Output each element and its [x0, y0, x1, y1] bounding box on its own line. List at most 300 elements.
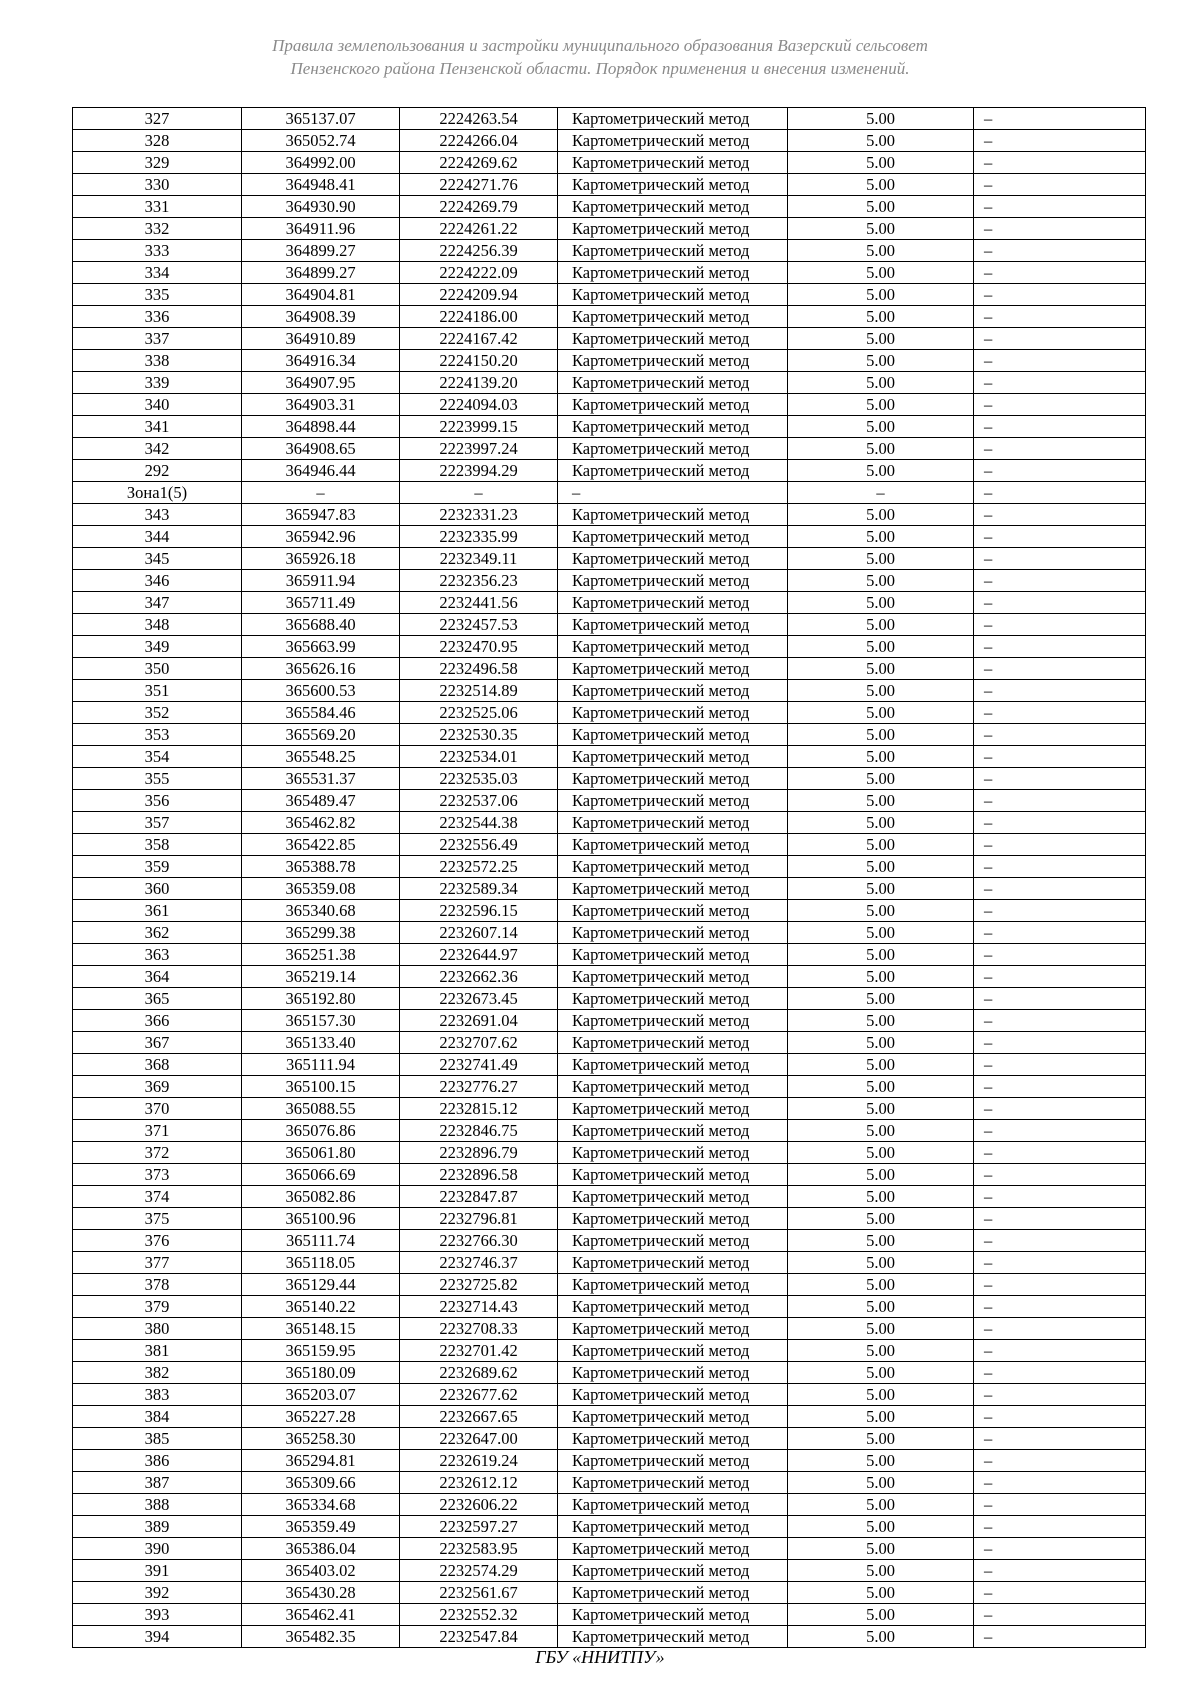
- point-number-cell: 389: [73, 1516, 242, 1538]
- y-coordinate-cell: 2232796.81: [400, 1208, 558, 1230]
- point-number-cell: 371: [73, 1120, 242, 1142]
- method-cell: Картометрический метод: [558, 1582, 788, 1604]
- method-cell: Картометрический метод: [558, 350, 788, 372]
- x-coordinate-cell: 364948.41: [242, 174, 400, 196]
- y-coordinate-cell: 2232547.84: [400, 1626, 558, 1648]
- x-coordinate-cell: 365111.94: [242, 1054, 400, 1076]
- point-number-cell: 341: [73, 416, 242, 438]
- method-cell: Картометрический метод: [558, 438, 788, 460]
- y-coordinate-cell: 2224261.22: [400, 218, 558, 240]
- table-row: [73, 218, 1146, 240]
- method-cell: Картометрический метод: [558, 130, 788, 152]
- accuracy-cell: 5.00: [788, 328, 974, 350]
- point-number-cell: 349: [73, 636, 242, 658]
- note-cell: –: [974, 284, 1146, 306]
- table-row: [73, 1406, 1146, 1428]
- note-cell: –: [974, 416, 1146, 438]
- method-cell: Картометрический метод: [558, 1450, 788, 1472]
- x-coordinate-cell: 365140.22: [242, 1296, 400, 1318]
- accuracy-cell: 5.00: [788, 372, 974, 394]
- accuracy-cell: 5.00: [788, 944, 974, 966]
- y-coordinate-cell: 2232766.30: [400, 1230, 558, 1252]
- accuracy-cell: 5.00: [788, 1010, 974, 1032]
- accuracy-cell: 5.00: [788, 900, 974, 922]
- x-coordinate-cell: 365422.85: [242, 834, 400, 856]
- method-cell: Картометрический метод: [558, 592, 788, 614]
- y-coordinate-cell: 2232896.79: [400, 1142, 558, 1164]
- method-cell: Картометрический метод: [558, 1406, 788, 1428]
- table-row: [73, 1516, 1146, 1538]
- accuracy-cell: 5.00: [788, 592, 974, 614]
- point-number-cell: 357: [73, 812, 242, 834]
- x-coordinate-cell: 365626.16: [242, 658, 400, 680]
- y-coordinate-cell: 2232725.82: [400, 1274, 558, 1296]
- accuracy-cell: 5.00: [788, 1582, 974, 1604]
- x-coordinate-cell: 365299.38: [242, 922, 400, 944]
- x-coordinate-cell: 364930.90: [242, 196, 400, 218]
- table-row: [73, 284, 1146, 306]
- accuracy-cell: 5.00: [788, 768, 974, 790]
- y-coordinate-cell: 2232544.38: [400, 812, 558, 834]
- table-row: [73, 922, 1146, 944]
- method-cell: Картометрический метод: [558, 416, 788, 438]
- y-coordinate-cell: 2232556.49: [400, 834, 558, 856]
- table-row: [73, 702, 1146, 724]
- table-row: [73, 1472, 1146, 1494]
- accuracy-cell: 5.00: [788, 1362, 974, 1384]
- note-cell: –: [974, 526, 1146, 548]
- table-row: [73, 350, 1146, 372]
- table-row: [73, 746, 1146, 768]
- x-coordinate-cell: 365082.86: [242, 1186, 400, 1208]
- table-row: [73, 724, 1146, 746]
- table-row: [73, 1384, 1146, 1406]
- x-coordinate-cell: 364904.81: [242, 284, 400, 306]
- note-cell: –: [974, 658, 1146, 680]
- accuracy-cell: 5.00: [788, 350, 974, 372]
- point-number-cell: 376: [73, 1230, 242, 1252]
- table-row: [73, 1098, 1146, 1120]
- note-cell: –: [974, 240, 1146, 262]
- method-cell: Картометрический метод: [558, 1516, 788, 1538]
- y-coordinate-cell: 2232714.43: [400, 1296, 558, 1318]
- y-coordinate-cell: 2232607.14: [400, 922, 558, 944]
- table-row: [73, 416, 1146, 438]
- table-row: [73, 1010, 1146, 1032]
- x-coordinate-cell: 365911.94: [242, 570, 400, 592]
- accuracy-cell: 5.00: [788, 966, 974, 988]
- accuracy-cell: 5.00: [788, 746, 974, 768]
- table-row: [73, 482, 1146, 504]
- table-row: [73, 878, 1146, 900]
- method-cell: –: [558, 482, 788, 504]
- x-coordinate-cell: 365258.30: [242, 1428, 400, 1450]
- point-number-cell: 347: [73, 592, 242, 614]
- method-cell: Картометрический метод: [558, 1098, 788, 1120]
- x-coordinate-cell: 364916.34: [242, 350, 400, 372]
- table-row: [73, 1494, 1146, 1516]
- table-row: [73, 592, 1146, 614]
- point-number-cell: 363: [73, 944, 242, 966]
- note-cell: –: [974, 1032, 1146, 1054]
- note-cell: –: [974, 1208, 1146, 1230]
- table-row: [73, 1274, 1146, 1296]
- accuracy-cell: 5.00: [788, 878, 974, 900]
- x-coordinate-cell: 364911.96: [242, 218, 400, 240]
- point-number-cell: 331: [73, 196, 242, 218]
- note-cell: –: [974, 790, 1146, 812]
- note-cell: –: [974, 768, 1146, 790]
- method-cell: Картометрический метод: [558, 768, 788, 790]
- accuracy-cell: 5.00: [788, 834, 974, 856]
- table-row: [73, 1120, 1146, 1142]
- x-coordinate-cell: –: [242, 482, 400, 504]
- x-coordinate-cell: 365403.02: [242, 1560, 400, 1582]
- point-number-cell: 367: [73, 1032, 242, 1054]
- method-cell: Картометрический метод: [558, 900, 788, 922]
- y-coordinate-cell: 2232457.53: [400, 614, 558, 636]
- x-coordinate-cell: 365294.81: [242, 1450, 400, 1472]
- y-coordinate-cell: 2232583.95: [400, 1538, 558, 1560]
- table-row: [73, 636, 1146, 658]
- x-coordinate-cell: 365180.09: [242, 1362, 400, 1384]
- point-number-cell: 391: [73, 1560, 242, 1582]
- table-row: [73, 1450, 1146, 1472]
- method-cell: Картометрический метод: [558, 614, 788, 636]
- table-row: [73, 240, 1146, 262]
- point-number-cell: 344: [73, 526, 242, 548]
- method-cell: Картометрический метод: [558, 988, 788, 1010]
- y-coordinate-cell: 2232673.45: [400, 988, 558, 1010]
- point-number-cell: 359: [73, 856, 242, 878]
- y-coordinate-cell: 2223994.29: [400, 460, 558, 482]
- x-coordinate-cell: 365052.74: [242, 130, 400, 152]
- x-coordinate-cell: 365489.47: [242, 790, 400, 812]
- note-cell: –: [974, 966, 1146, 988]
- method-cell: Картометрический метод: [558, 746, 788, 768]
- y-coordinate-cell: 2232441.56: [400, 592, 558, 614]
- x-coordinate-cell: 365100.15: [242, 1076, 400, 1098]
- accuracy-cell: 5.00: [788, 504, 974, 526]
- y-coordinate-cell: 2232707.62: [400, 1032, 558, 1054]
- table-row: [73, 834, 1146, 856]
- accuracy-cell: 5.00: [788, 1098, 974, 1120]
- point-number-cell: 384: [73, 1406, 242, 1428]
- method-cell: Картометрический метод: [558, 1120, 788, 1142]
- y-coordinate-cell: 2232741.49: [400, 1054, 558, 1076]
- point-number-cell: 328: [73, 130, 242, 152]
- accuracy-cell: 5.00: [788, 1472, 974, 1494]
- note-cell: –: [974, 218, 1146, 240]
- method-cell: Картометрический метод: [558, 284, 788, 306]
- y-coordinate-cell: 2232561.67: [400, 1582, 558, 1604]
- accuracy-cell: 5.00: [788, 1450, 974, 1472]
- accuracy-cell: 5.00: [788, 152, 974, 174]
- note-cell: –: [974, 262, 1146, 284]
- point-number-cell: 332: [73, 218, 242, 240]
- table-row: [73, 1032, 1146, 1054]
- y-coordinate-cell: 2232677.62: [400, 1384, 558, 1406]
- note-cell: –: [974, 1186, 1146, 1208]
- note-cell: –: [974, 570, 1146, 592]
- note-cell: –: [974, 1472, 1146, 1494]
- method-cell: Картометрический метод: [558, 1560, 788, 1582]
- table-row: [73, 504, 1146, 526]
- note-cell: –: [974, 1164, 1146, 1186]
- method-cell: Картометрический метод: [558, 1494, 788, 1516]
- method-cell: Картометрический метод: [558, 108, 788, 130]
- point-number-cell: 364: [73, 966, 242, 988]
- accuracy-cell: 5.00: [788, 1252, 974, 1274]
- x-coordinate-cell: 365309.66: [242, 1472, 400, 1494]
- point-number-cell: 342: [73, 438, 242, 460]
- x-coordinate-cell: 365192.80: [242, 988, 400, 1010]
- note-cell: –: [974, 900, 1146, 922]
- note-cell: –: [974, 438, 1146, 460]
- note-cell: –: [974, 856, 1146, 878]
- note-cell: –: [974, 306, 1146, 328]
- method-cell: Картометрический метод: [558, 1384, 788, 1406]
- table-row: [73, 856, 1146, 878]
- method-cell: Картометрический метод: [558, 570, 788, 592]
- y-coordinate-cell: 2232776.27: [400, 1076, 558, 1098]
- table-row: [73, 1054, 1146, 1076]
- y-coordinate-cell: 2232691.04: [400, 1010, 558, 1032]
- accuracy-cell: 5.00: [788, 306, 974, 328]
- note-cell: –: [974, 1252, 1146, 1274]
- y-coordinate-cell: 2232534.01: [400, 746, 558, 768]
- x-coordinate-cell: 364946.44: [242, 460, 400, 482]
- y-coordinate-cell: 2232470.95: [400, 636, 558, 658]
- point-number-cell: 338: [73, 350, 242, 372]
- y-coordinate-cell: 2232701.42: [400, 1340, 558, 1362]
- method-cell: Картометрический метод: [558, 548, 788, 570]
- header-line-1: Правила землепользования и застройки муниципального образования Вазерский сельсовет: [272, 36, 928, 55]
- table-row: [73, 680, 1146, 702]
- x-coordinate-cell: 365251.38: [242, 944, 400, 966]
- note-cell: –: [974, 834, 1146, 856]
- accuracy-cell: 5.00: [788, 1120, 974, 1142]
- y-coordinate-cell: 2232331.23: [400, 504, 558, 526]
- y-coordinate-cell: 2224269.79: [400, 196, 558, 218]
- point-number-cell: 381: [73, 1340, 242, 1362]
- table-row: [73, 1582, 1146, 1604]
- note-cell: –: [974, 922, 1146, 944]
- point-number-cell: 373: [73, 1164, 242, 1186]
- table-row: [73, 1340, 1146, 1362]
- method-cell: Картометрический метод: [558, 1274, 788, 1296]
- y-coordinate-cell: 2232619.24: [400, 1450, 558, 1472]
- page-header: [70, 34, 1130, 80]
- method-cell: Картометрический метод: [558, 922, 788, 944]
- note-cell: –: [974, 1450, 1146, 1472]
- accuracy-cell: 5.00: [788, 460, 974, 482]
- note-cell: –: [974, 174, 1146, 196]
- table-row: [73, 1362, 1146, 1384]
- point-number-cell: 351: [73, 680, 242, 702]
- accuracy-cell: 5.00: [788, 438, 974, 460]
- x-coordinate-cell: 365203.07: [242, 1384, 400, 1406]
- note-cell: –: [974, 108, 1146, 130]
- y-coordinate-cell: 2232847.87: [400, 1186, 558, 1208]
- accuracy-cell: 5.00: [788, 1164, 974, 1186]
- point-number-cell: 382: [73, 1362, 242, 1384]
- y-coordinate-cell: 2232552.32: [400, 1604, 558, 1626]
- method-cell: Картометрический метод: [558, 658, 788, 680]
- table-row: [73, 152, 1146, 174]
- method-cell: Картометрический метод: [558, 372, 788, 394]
- note-cell: –: [974, 1538, 1146, 1560]
- note-cell: –: [974, 724, 1146, 746]
- x-coordinate-cell: 365388.78: [242, 856, 400, 878]
- point-number-cell: 348: [73, 614, 242, 636]
- accuracy-cell: 5.00: [788, 1626, 974, 1648]
- method-cell: Картометрический метод: [558, 856, 788, 878]
- method-cell: Картометрический метод: [558, 174, 788, 196]
- x-coordinate-cell: 364903.31: [242, 394, 400, 416]
- table-row: [73, 900, 1146, 922]
- note-cell: –: [974, 196, 1146, 218]
- y-coordinate-cell: 2224139.20: [400, 372, 558, 394]
- method-cell: Картометрический метод: [558, 1164, 788, 1186]
- y-coordinate-cell: 2232530.35: [400, 724, 558, 746]
- point-number-cell: 369: [73, 1076, 242, 1098]
- x-coordinate-cell: 365227.28: [242, 1406, 400, 1428]
- point-number-cell: 330: [73, 174, 242, 196]
- y-coordinate-cell: 2224222.09: [400, 262, 558, 284]
- x-coordinate-cell: 365061.80: [242, 1142, 400, 1164]
- point-number-cell: 343: [73, 504, 242, 526]
- accuracy-cell: 5.00: [788, 570, 974, 592]
- note-cell: –: [974, 350, 1146, 372]
- point-number-cell: Зона1(5): [73, 482, 242, 504]
- point-number-cell: 329: [73, 152, 242, 174]
- accuracy-cell: 5.00: [788, 1560, 974, 1582]
- note-cell: –: [974, 1626, 1146, 1648]
- method-cell: Картометрический метод: [558, 460, 788, 482]
- table-row: [73, 1208, 1146, 1230]
- y-coordinate-cell: 2224094.03: [400, 394, 558, 416]
- point-number-cell: 388: [73, 1494, 242, 1516]
- accuracy-cell: 5.00: [788, 394, 974, 416]
- point-number-cell: 378: [73, 1274, 242, 1296]
- y-coordinate-cell: 2232572.25: [400, 856, 558, 878]
- method-cell: Картометрический метод: [558, 1296, 788, 1318]
- accuracy-cell: 5.00: [788, 1494, 974, 1516]
- note-cell: –: [974, 1010, 1146, 1032]
- x-coordinate-cell: 365129.44: [242, 1274, 400, 1296]
- table-row: [73, 1560, 1146, 1582]
- accuracy-cell: 5.00: [788, 1076, 974, 1098]
- y-coordinate-cell: 2232535.03: [400, 768, 558, 790]
- accuracy-cell: 5.00: [788, 658, 974, 680]
- point-number-cell: 340: [73, 394, 242, 416]
- x-coordinate-cell: 365462.82: [242, 812, 400, 834]
- accuracy-cell: 5.00: [788, 108, 974, 130]
- method-cell: Картометрический метод: [558, 1318, 788, 1340]
- y-coordinate-cell: 2232356.23: [400, 570, 558, 592]
- accuracy-cell: 5.00: [788, 1186, 974, 1208]
- method-cell: Картометрический метод: [558, 1186, 788, 1208]
- point-number-cell: 377: [73, 1252, 242, 1274]
- note-cell: –: [974, 1340, 1146, 1362]
- table-row: [73, 988, 1146, 1010]
- y-coordinate-cell: 2232525.06: [400, 702, 558, 724]
- x-coordinate-cell: 365600.53: [242, 680, 400, 702]
- y-coordinate-cell: 2232597.27: [400, 1516, 558, 1538]
- note-cell: –: [974, 1582, 1146, 1604]
- point-number-cell: 361: [73, 900, 242, 922]
- point-number-cell: 346: [73, 570, 242, 592]
- method-cell: Картометрический метод: [558, 1032, 788, 1054]
- note-cell: –: [974, 636, 1146, 658]
- note-cell: –: [974, 1362, 1146, 1384]
- method-cell: Картометрический метод: [558, 1538, 788, 1560]
- accuracy-cell: 5.00: [788, 1384, 974, 1406]
- accuracy-cell: 5.00: [788, 196, 974, 218]
- table-row: [73, 1318, 1146, 1340]
- table-row: [73, 1142, 1146, 1164]
- x-coordinate-cell: 365219.14: [242, 966, 400, 988]
- accuracy-cell: 5.00: [788, 1428, 974, 1450]
- x-coordinate-cell: 365548.25: [242, 746, 400, 768]
- note-cell: –: [974, 1384, 1146, 1406]
- accuracy-cell: 5.00: [788, 636, 974, 658]
- note-cell: –: [974, 680, 1146, 702]
- table-row: [73, 460, 1146, 482]
- point-number-cell: 392: [73, 1582, 242, 1604]
- note-cell: –: [974, 1120, 1146, 1142]
- x-coordinate-cell: 365148.15: [242, 1318, 400, 1340]
- x-coordinate-cell: 365100.96: [242, 1208, 400, 1230]
- accuracy-cell: 5.00: [788, 416, 974, 438]
- x-coordinate-cell: 365137.07: [242, 108, 400, 130]
- table-row: [73, 570, 1146, 592]
- method-cell: Картометрический метод: [558, 504, 788, 526]
- point-number-cell: 380: [73, 1318, 242, 1340]
- y-coordinate-cell: 2232815.12: [400, 1098, 558, 1120]
- x-coordinate-cell: 365159.95: [242, 1340, 400, 1362]
- table-row: [73, 306, 1146, 328]
- y-coordinate-cell: 2232574.29: [400, 1560, 558, 1582]
- accuracy-cell: 5.00: [788, 1274, 974, 1296]
- accuracy-cell: 5.00: [788, 284, 974, 306]
- table-row: [73, 658, 1146, 680]
- note-cell: –: [974, 1098, 1146, 1120]
- accuracy-cell: 5.00: [788, 1538, 974, 1560]
- point-number-cell: 354: [73, 746, 242, 768]
- point-number-cell: 370: [73, 1098, 242, 1120]
- point-number-cell: 337: [73, 328, 242, 350]
- table-row: [73, 1604, 1146, 1626]
- point-number-cell: 333: [73, 240, 242, 262]
- accuracy-cell: 5.00: [788, 174, 974, 196]
- accuracy-cell: 5.00: [788, 1406, 974, 1428]
- point-number-cell: 345: [73, 548, 242, 570]
- x-coordinate-cell: 365688.40: [242, 614, 400, 636]
- note-cell: –: [974, 482, 1146, 504]
- method-cell: Картометрический метод: [558, 702, 788, 724]
- accuracy-cell: 5.00: [788, 1230, 974, 1252]
- accuracy-cell: 5.00: [788, 856, 974, 878]
- coordinates-table: [72, 107, 1146, 1648]
- y-coordinate-cell: 2224256.39: [400, 240, 558, 262]
- y-coordinate-cell: 2224186.00: [400, 306, 558, 328]
- table-row: [73, 1230, 1146, 1252]
- accuracy-cell: 5.00: [788, 1208, 974, 1230]
- accuracy-cell: 5.00: [788, 1054, 974, 1076]
- x-coordinate-cell: 364908.39: [242, 306, 400, 328]
